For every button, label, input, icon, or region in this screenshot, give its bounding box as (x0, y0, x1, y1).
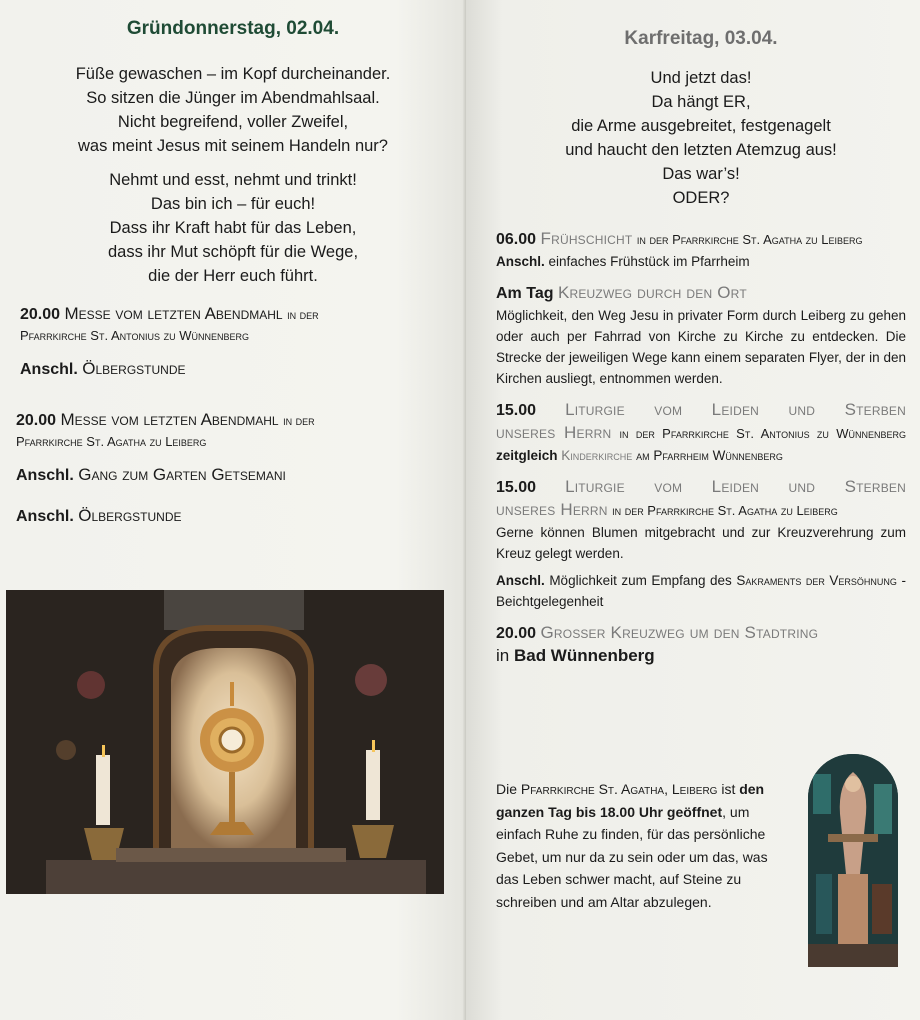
event-time: 20.00 (16, 412, 57, 429)
event-time: 06.00 (496, 231, 537, 248)
event-after (496, 570, 906, 612)
stained-glass-illustration (808, 754, 898, 967)
after-label: Anschl. (20, 361, 78, 378)
event-title: Frühschicht (540, 229, 633, 248)
parallel-title: Kinderkirche (561, 448, 633, 463)
after-text: Gang zum Garten Getsemani (78, 465, 286, 484)
verse-line: Das bin ich – für euch! (150, 195, 316, 213)
info-church: Pfarrkirche St. Agatha, Leiberg (520, 781, 718, 797)
verse-line: Dass ihr Kraft habt für das Leben, (109, 219, 357, 237)
altar-photo (6, 590, 444, 894)
event-place: in der Pfarrkirche St. Agatha zu Leiberg (612, 503, 838, 518)
event-description: Möglichkeit, den Weg Jesu in privater Form durch Leiberg zu gehen oder auch per Fahrrad von Kirche zu Kirche zu entdecken. Die Strecke der jeweiligen Wege kann einem separaten Flyer, der in den Kirchen ausliegt, entnommen werden. (496, 308, 906, 386)
verse-stanza-2 (16, 168, 450, 288)
parallel-label: zeitgleich (496, 448, 558, 463)
event-liturgie-wuennenberg (496, 399, 906, 466)
stained-glass-window (808, 754, 898, 967)
event-time: 20.00 (496, 625, 537, 642)
verse-line: Da hängt ER, (651, 93, 751, 111)
event-place: in der Pfarrkirche St. Agatha zu Leiberg (636, 232, 863, 247)
event-place: Bad Wünnenberg (513, 646, 655, 665)
event-title-cont: unseres Herrn (496, 500, 608, 519)
verse-line: ODER? (672, 189, 730, 207)
sacrament-text: Sakraments der Versöhnung (736, 573, 897, 588)
event-title: Messe vom letzten Abendmahl (64, 304, 283, 323)
event-title: Liturgie vom Leiden und Sterben (565, 400, 906, 419)
after-text: Ölbergstunde (82, 359, 186, 378)
verse-line: und haucht den letzten Atemzug aus! (565, 141, 837, 159)
monstrance-illustration (6, 590, 444, 894)
after-label: Anschl. (496, 254, 545, 269)
info-part: ist (721, 781, 736, 797)
verse-line: Und jetzt das! (650, 69, 752, 87)
verse-line: dass ihr Mut schöpft für die Wege, (107, 243, 359, 261)
event-place-prefix: in (496, 646, 510, 665)
verse-line: was meint Jesus mit seinem Handeln nur? (78, 137, 388, 155)
verse-line: die der Herr euch führt. (148, 267, 318, 285)
event-title-cont: unseres Herrn (496, 423, 612, 442)
event-liturgie-leiberg (496, 476, 906, 612)
event-mass-wuennenberg (16, 302, 450, 382)
event-title: Großer Kreuzweg um den Stadtring (540, 623, 819, 642)
info-part: , um einfach Ruhe zu finden, für das persönliche Gebet, um nur da zu sein oder um das, was das Leben schwer macht, auf Steine zu schreiben und am Altar abzulegen. (496, 803, 768, 910)
heading-maundy-thursday: Gründonnerstag, 02.04. (126, 18, 340, 39)
after-label: Anschl. (496, 573, 545, 588)
event-description: Gerne können Blumen mitgebracht und zur Kreuzverehrung zum Kreuz gelegt werden. (496, 525, 906, 561)
good-friday-verse (496, 66, 906, 210)
event-kreuzweg-ort (496, 282, 906, 389)
event-time: 15.00 (496, 402, 537, 419)
event-title: Liturgie vom Leiden und Sterben (565, 477, 906, 496)
event-place: in der Pfarrkirche St. Antonius zu Wünnenberg (619, 426, 907, 441)
after-label: Anschl. (16, 467, 74, 484)
event-fruehschicht (496, 228, 906, 272)
confession-text: - Beichtgelegenheit (496, 573, 906, 609)
event-time: 20.00 (20, 306, 61, 323)
event-place: Pfarrkirche St. Antonius zu Wünnenberg (20, 328, 249, 343)
verse-line: Das war’s! (662, 165, 740, 183)
event-prep: in der (287, 307, 319, 322)
event-time: 15.00 (496, 479, 537, 496)
after-text: einfaches Frühstück im Pfarrheim (548, 254, 750, 269)
event-title: Messe vom letzten Abendmahl (60, 410, 279, 429)
event-mass-leiberg (16, 408, 450, 529)
after-text: Ölbergstunde (78, 506, 182, 525)
verse-line: Nicht begreifend, voller Zweifel, (117, 113, 349, 131)
event-label: Am Tag (496, 285, 554, 302)
info-part: Die (496, 781, 518, 797)
event-place: Pfarrkirche St. Agatha zu Leiberg (16, 434, 207, 449)
verse-line: So sitzen die Jünger im Abendmahlsaal. (86, 89, 380, 107)
after-label: Anschl. (16, 508, 74, 525)
event-grosser-kreuzweg (496, 622, 906, 667)
verse-line: Nehmt und esst, nehmt und trinkt! (109, 171, 357, 189)
after-text: Möglichkeit zum Empfang des (549, 573, 732, 588)
parallel-place: am Pfarrheim Wünnenberg (636, 448, 783, 463)
info-hours: den ganzen Tag bis 18.00 Uhr geöffnet (496, 781, 765, 820)
verse-line: die Arme ausgebreitet, festgenagelt (571, 117, 831, 135)
verse-stanza-1 (16, 62, 450, 158)
event-prep: in der (283, 413, 315, 428)
verse-line: Füße gewaschen – im Kopf durcheinander. (75, 65, 391, 83)
event-title: Kreuzweg durch den Ort (557, 283, 747, 302)
church-open-info (496, 778, 774, 913)
heading-good-friday: Karfreitag, 03.04. (624, 28, 778, 49)
